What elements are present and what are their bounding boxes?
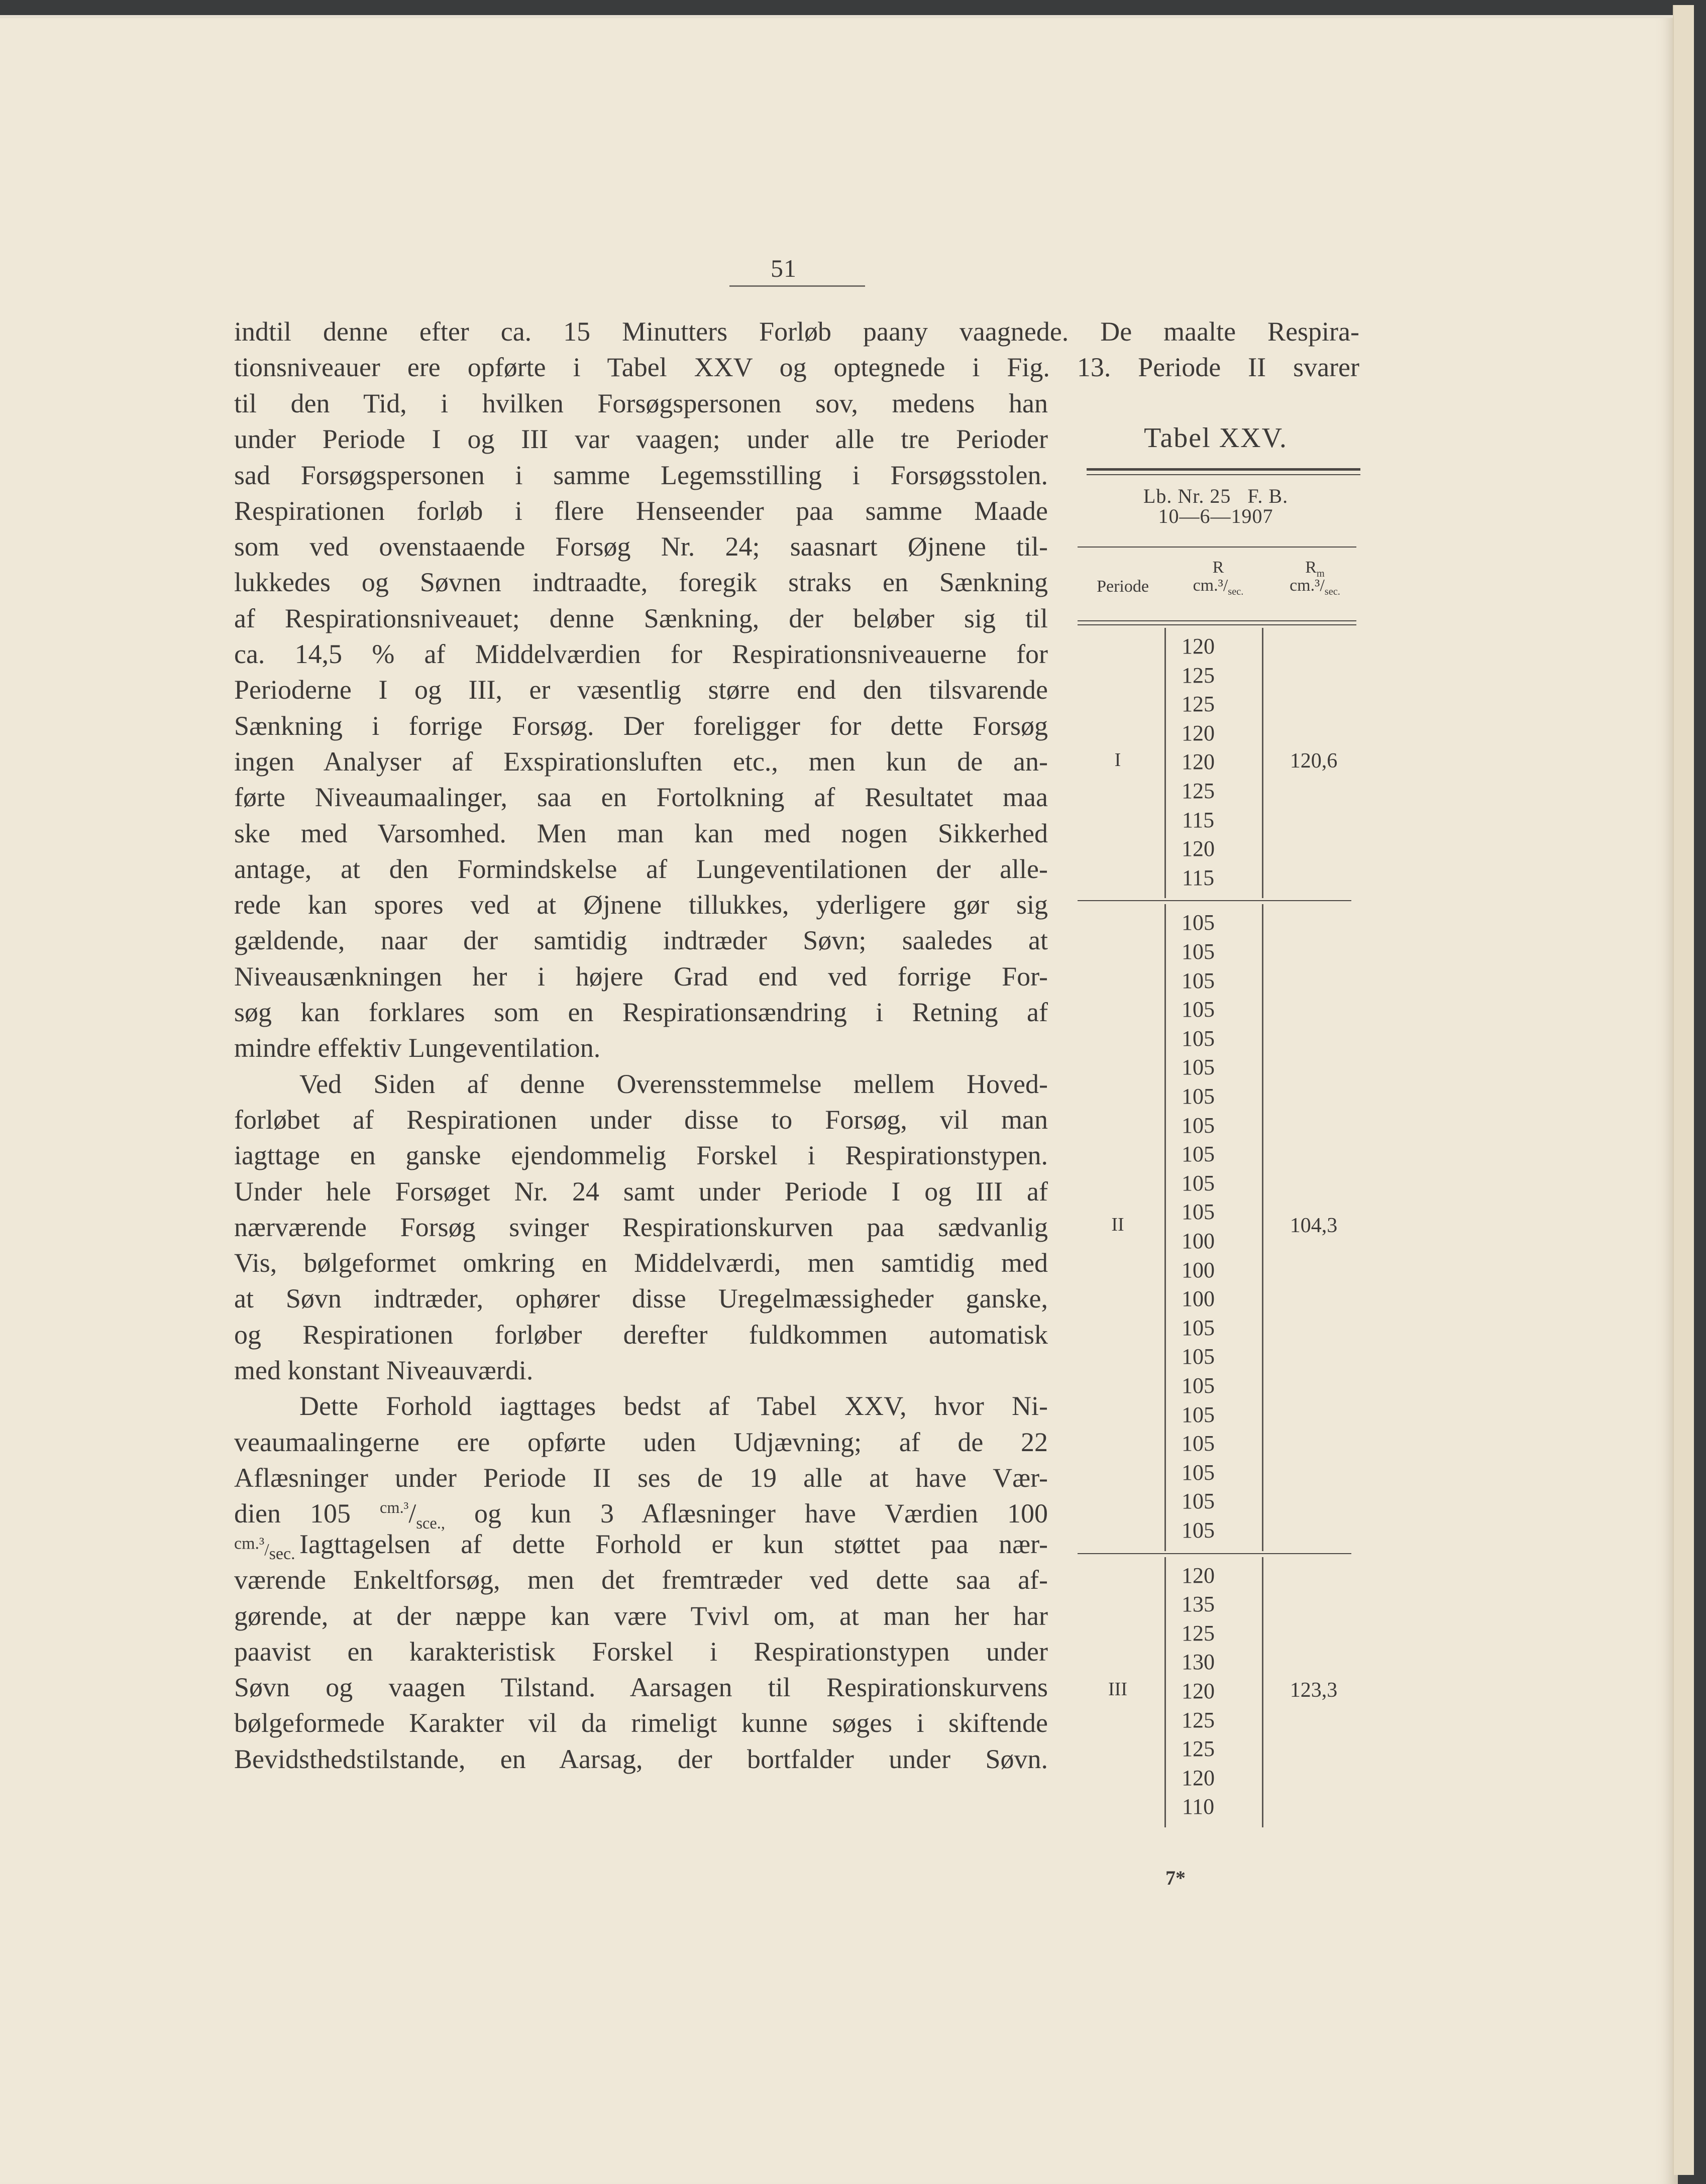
unit-line: $^{cm.^3}/_{sec.}$ bbox=[234, 1534, 295, 1563]
period-separator-rule bbox=[1078, 900, 1351, 901]
r-value-cell: 120 bbox=[1182, 1679, 1215, 1703]
r-value-cell: 105 bbox=[1182, 1113, 1215, 1138]
page-number: 51 bbox=[771, 254, 797, 282]
r-value-cell: 125 bbox=[1182, 1707, 1215, 1732]
r-value-cell: 100 bbox=[1182, 1286, 1215, 1312]
text-line: sad Forsøgspersonen i samme Legemsstilling i Forsøgsstolen. bbox=[234, 460, 1048, 490]
r-value-cell: 105 bbox=[1182, 1489, 1215, 1514]
text-line: Iagttagelsen af dette Forhold er kun støttet paa nær- bbox=[299, 1529, 1048, 1559]
table-title: Tabel XXV. bbox=[1144, 422, 1288, 454]
column-divider-r-rm bbox=[1262, 1557, 1263, 1827]
text-line: paavist en karakteristisk Forskel i Respirationstypen under bbox=[234, 1636, 1048, 1667]
text-line: Bevidsthedstilstande, en Aarsag, der bortfalder under Søvn. bbox=[234, 1743, 1048, 1774]
r-value-cell: 115 bbox=[1182, 865, 1215, 890]
text-line: søg kan forklares som en Respirationsændring i Retning af bbox=[234, 997, 1048, 1028]
text-line-with-unit: dien 105 $^{cm.^3}/_{sce.,}$ og kun 3 Aflæsninger have Værdien 100 bbox=[234, 1498, 1048, 1533]
text-line: Dette Forhold iagttages bedst af Tabel XXV, hvor Ni- bbox=[299, 1391, 1048, 1422]
text-line: at Søvn indtræder, ophører disse Uregelmæssigheder ganske, bbox=[234, 1283, 1048, 1314]
period-separator-rule bbox=[1078, 1553, 1351, 1554]
table-header-bottom-rule-2 bbox=[1078, 624, 1356, 625]
text-line: gældende, naar der samtidig indtræder Søvn; saaledes at bbox=[234, 925, 1048, 956]
r-value-cell: 125 bbox=[1182, 692, 1215, 717]
text-line: forløbet af Respirationen under disse to Forsøg, vil man bbox=[234, 1104, 1048, 1135]
text-line: værende Enkeltforsøg, men det fremtræder ved dette saa af- bbox=[234, 1565, 1048, 1595]
header-rm-letter: R bbox=[1305, 558, 1317, 577]
header-rm-symbol bbox=[1268, 559, 1361, 577]
r-value-cell: 105 bbox=[1182, 1170, 1215, 1195]
text-line: rede kan spores ved at Øjnene tillukkes, yderligere gør sig bbox=[234, 890, 1048, 920]
text-line: nærværende Forsøg svinger Respirationskurven paa sædvanlig bbox=[234, 1212, 1048, 1242]
r-value-cell: 120 bbox=[1182, 1765, 1215, 1790]
text-line: Vis, bølgeformet omkring en Middelværdi, men samtidig med bbox=[234, 1248, 1048, 1278]
table-subtitle bbox=[1075, 486, 1356, 526]
period-mean: 120,6 bbox=[1290, 749, 1338, 773]
text-line: af Respirationsniveauet; denne Sænkning, der beløber sig til bbox=[234, 603, 1048, 633]
r-value-cell: 120 bbox=[1182, 1563, 1215, 1588]
text-line: indtil denne efter ca. 15 Minutters Forløb paany vaagnede. De maalte Respira- bbox=[234, 316, 1359, 347]
period-mean: 123,3 bbox=[1290, 1678, 1338, 1702]
r-value-cell: 135 bbox=[1182, 1592, 1215, 1617]
r-value-cell: 105 bbox=[1182, 1315, 1215, 1340]
text-line: Aflæsninger under Periode II ses de 19 alle at have Vær- bbox=[234, 1462, 1048, 1493]
table-header-top-rule bbox=[1078, 547, 1356, 548]
r-value-cell: 105 bbox=[1182, 1026, 1215, 1051]
r-value-cell: 105 bbox=[1182, 1402, 1215, 1427]
r-value-cell: 100 bbox=[1182, 1257, 1215, 1282]
r-value-cell: 105 bbox=[1182, 968, 1215, 993]
period-label: II bbox=[1111, 1214, 1124, 1235]
r-value-cell: 105 bbox=[1182, 939, 1215, 964]
r-value-cell: 120 bbox=[1182, 836, 1215, 861]
r-value-cell: 105 bbox=[1182, 910, 1215, 935]
signature-mark: 7* bbox=[1165, 1867, 1186, 1889]
text-line: Ved Siden af denne Overensstemmelse mellem Hoved- bbox=[299, 1068, 1048, 1099]
r-value-cell: 120 bbox=[1182, 720, 1215, 745]
header-r bbox=[1173, 559, 1263, 595]
header-r-unit-num: cm.³ bbox=[1193, 576, 1223, 595]
text-line: bølgeformede Karakter vil da rimeligt kunne søges i skiftende bbox=[234, 1708, 1048, 1738]
r-value-cell: 115 bbox=[1182, 807, 1215, 832]
table-top-thin-rule bbox=[1087, 474, 1360, 475]
table-subtitle-date: 10—6—1907 bbox=[1158, 505, 1273, 527]
text-line: Respirationen forløb i flere Henseender paa samme Maade bbox=[234, 495, 1048, 526]
header-rm-subscript: m bbox=[1316, 568, 1325, 579]
page-number-rule bbox=[729, 285, 865, 287]
r-value-cell: 105 bbox=[1182, 1460, 1215, 1485]
r-value-cell: 100 bbox=[1182, 1229, 1215, 1253]
text-line: lukkedes og Søvnen indtraadte, foregik straks en Sænkning bbox=[234, 567, 1048, 598]
header-r-symbol: R bbox=[1212, 558, 1224, 577]
closing-paragraph bbox=[234, 1526, 1048, 1777]
period-mean: 104,3 bbox=[1290, 1214, 1338, 1237]
column-paragraphs bbox=[234, 386, 1048, 1568]
r-value-cell: 125 bbox=[1182, 1620, 1215, 1646]
header-rm-unit-den: sec. bbox=[1324, 586, 1340, 597]
r-value-cell: 105 bbox=[1182, 1199, 1215, 1225]
header-r-unit-den: sec. bbox=[1228, 586, 1244, 597]
period-label: I bbox=[1114, 749, 1121, 771]
r-value-cell: 130 bbox=[1182, 1650, 1215, 1675]
header-r-unit: $cm.^3/_{sec.}$ bbox=[1193, 576, 1244, 597]
text-line: Sænkning i forrige Forsøg. Der foreligger for dette Forsøg bbox=[234, 710, 1048, 741]
r-value-cell: 105 bbox=[1182, 1373, 1215, 1398]
header-rm-unit-num: cm.³ bbox=[1290, 576, 1320, 595]
column-divider-r-rm bbox=[1262, 628, 1263, 898]
text-line: ingen Analyser af Exspirationsluften etc., men kun de an- bbox=[234, 746, 1048, 777]
header-rm-unit: $cm.^3/_{sec.}$ bbox=[1290, 576, 1340, 597]
r-value-cell: 110 bbox=[1182, 1794, 1215, 1819]
column-divider-r-rm bbox=[1262, 904, 1263, 1551]
text-line: antage, at den Formindskelse af Lungeventilationen der alle- bbox=[234, 853, 1048, 884]
r-value-cell: 120 bbox=[1182, 749, 1215, 775]
text-line: under Periode I og III var vaagen; under alle tre Perioder bbox=[234, 424, 1048, 455]
table-header-bottom-rule-1 bbox=[1078, 620, 1356, 621]
r-value-cell: 105 bbox=[1182, 1431, 1215, 1456]
r-value-cell: 120 bbox=[1182, 634, 1215, 659]
text-line: med konstant Niveauværdi. bbox=[234, 1355, 534, 1386]
text-line: førte Niveaumaalinger, saa en Fortolkning af Resultatet maa bbox=[234, 782, 1048, 813]
r-value-cell: 125 bbox=[1182, 779, 1215, 803]
text-line: til den Tid, i hvilken Forsøgspersonen sov, medens han bbox=[234, 388, 1048, 418]
r-value-cell: 105 bbox=[1182, 1055, 1215, 1080]
header-periode: Periode bbox=[1097, 577, 1149, 596]
r-value-cell: 105 bbox=[1182, 997, 1215, 1022]
r-value-cell: 125 bbox=[1182, 1736, 1215, 1762]
text-line: veaumaalingerne ere opførte uden Udjævning; af de 22 bbox=[234, 1427, 1048, 1457]
text-line: Under hele Forsøget Nr. 24 samt under Periode I og III af bbox=[234, 1176, 1048, 1207]
text-line: ske med Varsomhed. Men man kan med nogen Sikkerhed bbox=[234, 818, 1048, 848]
r-value-cell: 105 bbox=[1182, 1344, 1215, 1369]
table-top-thick-rule bbox=[1087, 468, 1360, 471]
r-value-cell: 105 bbox=[1182, 1142, 1215, 1167]
text-line: og Respirationen forløber derefter fuldkommen automatisk bbox=[234, 1319, 1048, 1350]
r-value-cell: 105 bbox=[1182, 1084, 1215, 1109]
text-line: ca. 14,5 % af Middelværdien for Respirationsniveauerne for bbox=[234, 639, 1048, 670]
period-label: III bbox=[1108, 1678, 1127, 1700]
table-subtitle-experiment: Lb. Nr. 25 F. B. bbox=[1143, 485, 1289, 507]
text-line: Niveausænkningen her i højere Grad end ved forrige For- bbox=[234, 961, 1048, 992]
r-value-cell: 125 bbox=[1182, 663, 1215, 688]
text-line: iagttage en ganske ejendommelig Forskel i Respirationstypen. bbox=[234, 1140, 1048, 1171]
page-right-edge bbox=[1673, 5, 1694, 2175]
text-line: Perioderne I og III, er væsentlig større end den tilsvarende bbox=[234, 675, 1048, 705]
text-line: som ved ovenstaaende Forsøg Nr. 24; saasnart Øjnene til- bbox=[234, 531, 1048, 562]
text-line: gørende, at der næppe kan være Tvivl om, at man her har bbox=[234, 1600, 1048, 1631]
text-line: mindre effektiv Lungeventilation. bbox=[234, 1033, 601, 1063]
full-width-paragraph bbox=[234, 314, 1359, 386]
header-rm bbox=[1268, 559, 1361, 595]
text-line: Søvn og vaagen Tilstand. Aarsagen til Respirationskurvens bbox=[234, 1672, 1048, 1703]
text-line: tionsniveauer ere opførte i Tabel XXV og optegnede i Fig. 13. Periode II svarer bbox=[234, 352, 1359, 383]
r-value-cell: 105 bbox=[1182, 1518, 1215, 1543]
